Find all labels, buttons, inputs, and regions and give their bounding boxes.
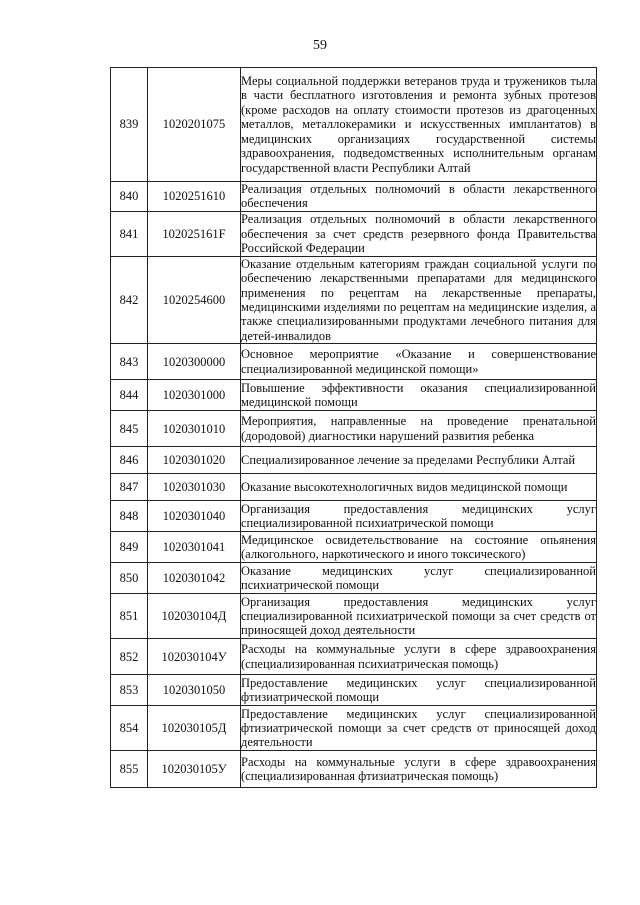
row-description: Организация предоставления медицинских услуг специализированной психиатрической помощи за счет средств от приносящей доход деятельности <box>241 594 596 638</box>
row-number: 853 <box>111 675 148 706</box>
table-row <box>111 380 597 411</box>
row-description: Оказание высокотехнологичных видов медицинской помощи <box>241 474 597 501</box>
row-code: 102025161F <box>148 211 241 256</box>
row-description: Оказание медицинских услуг специализированной психиатрической помощи <box>241 563 596 593</box>
row-code: 1020301040 <box>148 501 241 532</box>
row-code: 1020301042 <box>148 563 241 594</box>
row-code: 1020254600 <box>148 256 241 343</box>
row-code: 102030104У <box>148 639 241 675</box>
table-row <box>111 501 597 532</box>
table-row <box>111 474 597 501</box>
row-number: 855 <box>111 751 148 788</box>
row-number: 842 <box>111 256 148 343</box>
table-row <box>111 411 597 447</box>
table-row <box>111 447 597 474</box>
table-row <box>111 532 597 563</box>
table-row <box>111 182 597 212</box>
row-code: 1020300000 <box>148 344 241 380</box>
row-code: 102030105Д <box>148 706 241 751</box>
table-row <box>111 706 597 751</box>
row-number: 839 <box>111 68 148 182</box>
row-code: 102030104Д <box>148 594 241 639</box>
row-number: 847 <box>111 474 148 501</box>
row-number: 846 <box>111 447 148 474</box>
row-description: Расходы на коммунальные услуги в сфере здравоохранения (специализированная фтизиатрическая помощь) <box>241 751 597 788</box>
table-row <box>111 639 597 675</box>
table-row <box>111 211 597 256</box>
row-description: Меры социальной поддержки ветеранов труда и тружеников тыла в части бесплатного изготовления и ремонта зубных протезов (кроме расходов на оплату стоимости протезов из драгоценных металлов, металлокерамики и искусственных имплантатов) в медицинских организациях государственной системы здравоохранения, подведомственных исполнительным органам государственной власти Республики Алтай <box>241 68 597 182</box>
row-number: 841 <box>111 211 148 256</box>
row-description: Медицинское освидетельствование на состояние опьянения (алкогольного, наркотического и иного токсического) <box>241 532 596 562</box>
row-description: Реализация отдельных полномочий в области лекарственного обеспечения за счет средств резервного фонда Правительства Российской Федерации <box>241 212 596 256</box>
row-number: 843 <box>111 344 148 380</box>
row-description: Расходы на коммунальные услуги в сфере здравоохранения (специализированная психиатрическая помощь) <box>241 639 597 675</box>
table-row <box>111 594 597 639</box>
row-number: 851 <box>111 594 148 639</box>
page-number: 59 <box>313 38 327 53</box>
table-row <box>111 344 597 380</box>
row-description: Оказание отдельным категориям граждан социальной услуги по обеспечению лекарственными препаратами для медицинского применения по рецептам на лекарственные препараты, медицинскими изделиями по рецептам на медицинские изделия, а также специализированными продуктами лечебного питания для детей-инвалидов <box>241 256 596 343</box>
table-row <box>111 68 597 182</box>
row-number: 848 <box>111 501 148 532</box>
row-number: 850 <box>111 563 148 594</box>
row-description: Организация предоставления медицинских услуг специализированной психиатрической помощи <box>241 501 596 531</box>
row-number: 844 <box>111 380 148 411</box>
row-number: 840 <box>111 182 148 212</box>
row-number: 852 <box>111 639 148 675</box>
table-row <box>111 675 597 706</box>
row-code: 1020301041 <box>148 532 241 563</box>
row-number: 845 <box>111 411 148 447</box>
row-number: 849 <box>111 532 148 563</box>
row-code: 1020301030 <box>148 474 241 501</box>
row-code: 1020301000 <box>148 380 241 411</box>
budget-codes-table <box>110 67 597 788</box>
row-description: Реализация отдельных полномочий в области лекарственного обеспечения <box>241 182 596 211</box>
table-row <box>111 563 597 594</box>
row-code: 102030105У <box>148 751 241 788</box>
row-number: 854 <box>111 706 148 751</box>
row-description: Специализированное лечение за пределами Республики Алтай <box>241 447 597 474</box>
row-description: Предоставление медицинских услуг специализированной фтизиатрической помощи за счет средств от приносящей доход деятельности <box>241 706 596 750</box>
row-description: Предоставление медицинских услуг специализированной фтизиатрической помощи <box>241 675 596 705</box>
row-code: 1020301020 <box>148 447 241 474</box>
row-code: 1020201075 <box>148 68 241 182</box>
row-description: Мероприятия, направленные на проведение пренатальной (дородовой) диагностики нарушений развития ребенка <box>241 411 597 447</box>
row-description: Основное мероприятие «Оказание и совершенствование специализированной медицинской помощи» <box>241 344 597 380</box>
table-row <box>111 751 597 788</box>
row-code: 1020251610 <box>148 182 241 212</box>
row-code: 1020301010 <box>148 411 241 447</box>
table-row <box>111 256 597 343</box>
row-code: 1020301050 <box>148 675 241 706</box>
row-description: Повышение эффективности оказания специализированной медицинской помощи <box>241 380 596 410</box>
